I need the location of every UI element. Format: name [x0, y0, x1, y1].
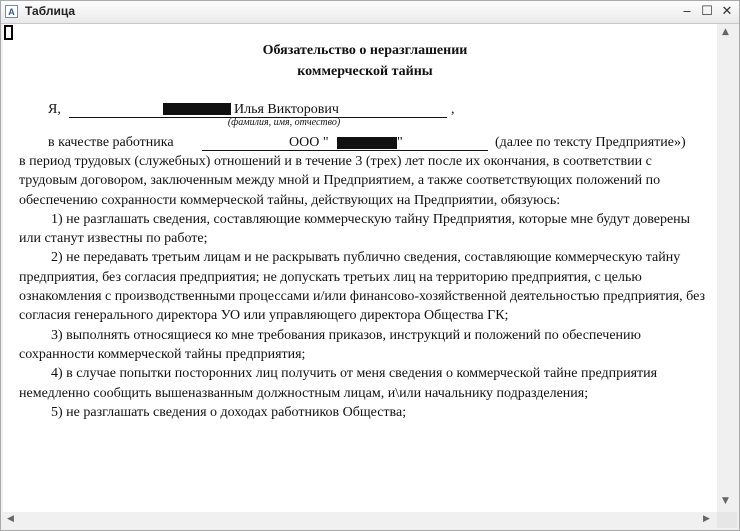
horizontal-scrollbar[interactable] — [3, 512, 717, 528]
role-line — [19, 133, 711, 152]
fio-caption: (фамилия, имя, отчество) — [227, 117, 341, 128]
maximize-button[interactable]: ☐ — [701, 4, 713, 19]
scroll-down-icon[interactable]: ▼ — [722, 496, 729, 506]
document-area[interactable] — [3, 24, 717, 512]
minimize-button[interactable]: ‒ — [682, 4, 692, 19]
scroll-up-icon[interactable]: ▲ — [722, 27, 729, 37]
scroll-left-icon[interactable]: ◀ — [7, 514, 14, 524]
cell-cursor — [4, 25, 13, 40]
role-prefix: в качестве работника — [48, 135, 174, 150]
redacted-surname — [163, 103, 231, 115]
person-name: Илья Викторович — [234, 102, 339, 117]
name-comma: , — [451, 102, 455, 117]
vertical-scrollbar[interactable] — [717, 24, 737, 512]
obligation-item-2: 2) не передавать третьим лицам и не раскрывать публично сведения, составляющие коммерческую тайну предприятия, без согласия предприятия; не допускать третьих лиц на территорию предприятия, с целью ознакомления с производственными процессами и/или финансово-хозяйственной деятельностью предприятия, без согласия генерального директора УО или управляющего директора Общества ГК; — [19, 250, 705, 324]
window-title: Таблица — [25, 4, 76, 18]
intro-paragraph: в период трудовых (служебных) отношений и в течение 3 (трех) лет после их окончания, в соответствии с трудовым договором, заключенным между мной и Предприятием, а также соответствующих положений по обеспечению сохранности коммерческой тайны, действующих на Предприятии, обязуюсь: — [19, 154, 661, 208]
title-bar[interactable] — [1, 1, 739, 24]
document-heading — [19, 40, 711, 82]
heading-line-1: Обязательство о неразглашении — [262, 43, 468, 58]
scrollbar-corner — [717, 512, 737, 528]
close-button[interactable]: ✕ — [721, 4, 733, 19]
org-name: ООО " — [289, 135, 329, 150]
redacted-org — [337, 137, 397, 149]
scroll-right-icon[interactable]: ▶ — [703, 514, 710, 524]
name-line — [19, 100, 711, 119]
role-suffix: (далее по тексту Предприятие») — [495, 135, 686, 150]
obligation-item-1: 1) не разглашать сведения, составляющие коммерческую тайну Предприятия, которые мне будут доверены или станут известны по работе; — [19, 211, 691, 247]
obligation-item-5: 5) не разглашать сведения о доходах работников Общества; — [51, 404, 407, 420]
heading-line-2: коммерческой тайны — [297, 64, 433, 79]
obligation-item-3: 3) выполнять относящиеся ко мне требования приказов, инструкций и положений по обеспечению сохранности коммерческой тайны предприятия; — [19, 327, 641, 362]
obligation-item-4: 4) в случае попытки посторонних лиц получить от меня сведения о коммерческой тайне предприятия немедленно сообщить вышеназванным должностным лицам, и\или начальнику подразделения; — [19, 366, 658, 401]
document-table-icon: A — [5, 5, 18, 18]
ya-label: Я, — [48, 102, 61, 117]
document-body — [19, 40, 711, 422]
org-quote: " — [397, 135, 403, 150]
